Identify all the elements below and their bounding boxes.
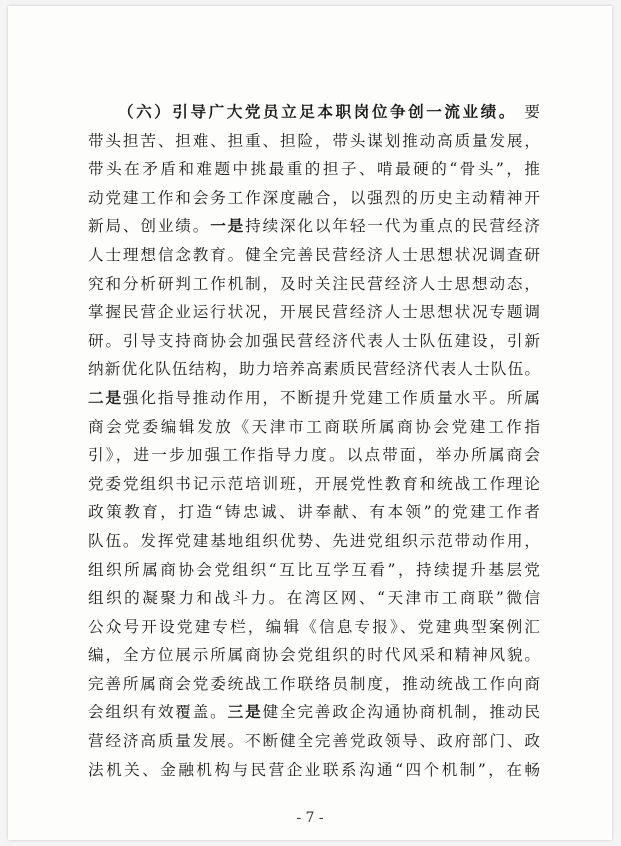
text-line: 纳新优化队伍结构，助力培养高素质民营经济代表人士队伍。 [88, 360, 540, 379]
text-line: 公众号开设党建专栏，编辑《信息专报》、党建典型案例汇 [88, 617, 540, 636]
text-line: 二是强化指导推动作用，不断提升党建工作质量水平。所属 [88, 387, 540, 407]
text-line: 完善所属商会党委统战工作联络员制度，推动统战工作向商 [88, 674, 540, 693]
page-number: - 7 - [296, 810, 324, 826]
text-line: 新局、创业绩。一是持续深化以年轻一代为重点的民营经济 [88, 216, 540, 236]
text-line: （六）引导广大党员立足本职岗位争创一流业绩。 要 [118, 102, 540, 121]
text-line: 队伍。发挥党建基地组织优势、先进党组织示范带动作用， [88, 531, 540, 550]
text-line: 带头在矛盾和难题中挑最重的担子、啃最硬的“骨头”，推 [88, 160, 540, 179]
text-line: 研。引导支持商协会加强民营经济代表人士队伍建设，引新 [88, 331, 540, 350]
text-line: 编，全方位展示所属商协会党组织的时代风采和精神风貌。 [88, 646, 540, 665]
text-line: 政策教育，打造“铸忠诚、讲奉献、有本领”的党建工作者 [88, 503, 540, 522]
text-line: 营经济高质量发展。不断健全完善党政领导、政府部门、政 [88, 732, 540, 751]
text-line: 带头担苦、担难、担重、担险，带头谋划推动高质量发展， [88, 131, 540, 150]
text-line: 引》，进一步加强工作指导力度。以点带面，举办所属商会 [88, 446, 540, 465]
point-marker: 二是 [88, 387, 123, 407]
text-line: 动党建工作和会务工作深度融合，以强烈的历史主动精神开 [88, 188, 540, 207]
body-text [88, 98, 540, 784]
point-marker: 三是 [227, 702, 263, 722]
text-line: 商会党委编辑发放《天津市工商联所属商协会党建工作指 [88, 417, 540, 436]
text-line: 组织所属商协会党组织“互比互学互看”，持续提升基层党 [88, 560, 540, 579]
text-line: 组织的凝聚力和战斗力。在湾区网、“天津市工商联”微信 [88, 589, 540, 608]
document-page [8, 6, 612, 840]
text-line: 人士理想信念教育。健全完善民营经济人士思想状况调查研 [88, 245, 540, 264]
text-line: 党委党组织书记示范培训班，开展党性教育和统战工作理论 [88, 474, 540, 493]
text-line: 会组织有效覆盖。三是健全完善政企沟通协商机制，推动民 [88, 702, 540, 722]
text-line: 法机关、金融机构与民营企业联系沟通“四个机制”，在畅 [88, 760, 540, 779]
text-line: 究和分析研判工作机制，及时关注民营经济人士思想动态， [88, 274, 540, 293]
point-marker: 一是 [210, 216, 246, 236]
text-line: 掌握民营企业运行状况，开展民营经济人士思想状况专题调 [88, 303, 540, 322]
section-heading: （六）引导广大党员立足本职岗位争创一流业绩。 [118, 102, 517, 121]
